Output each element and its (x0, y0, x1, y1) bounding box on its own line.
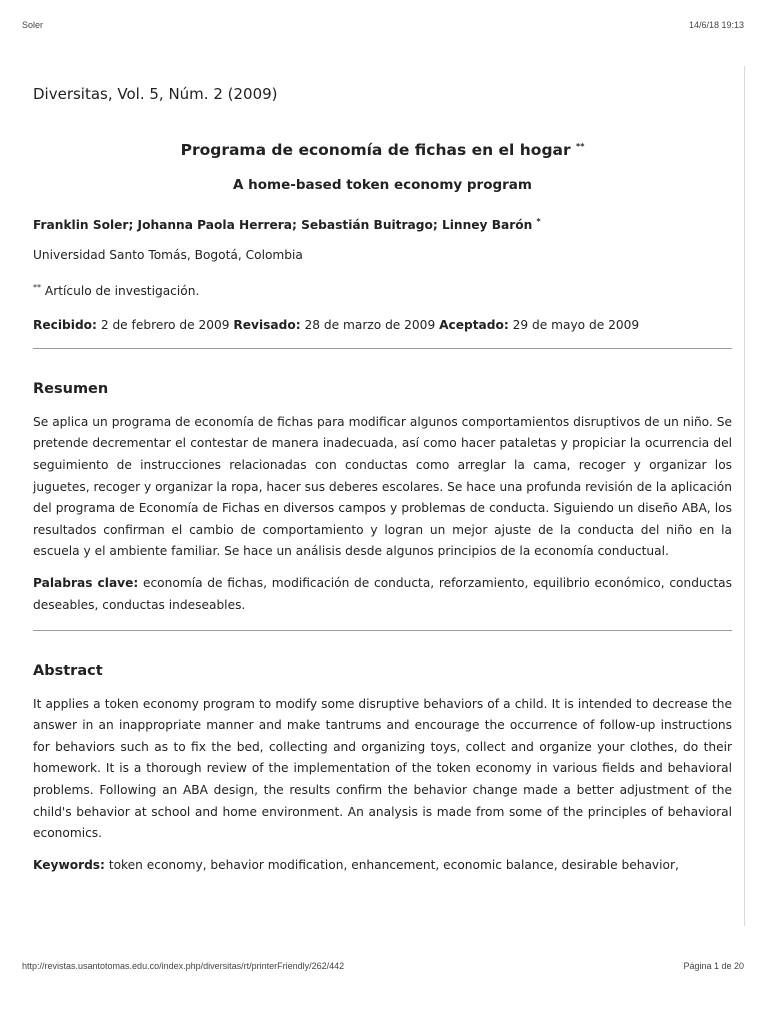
print-footer-page: Página 1 de 20 (683, 961, 744, 971)
revised-label: Revisado: (233, 317, 301, 332)
received-date: 2 de febrero de 2009 (100, 317, 230, 332)
accepted-date: 29 de mayo de 2009 (512, 317, 640, 332)
section-divider (33, 630, 732, 631)
received-label: Recibido: (33, 317, 97, 332)
print-footer (22, 961, 744, 971)
title-footnote-mark: ** (576, 141, 585, 151)
abstract-heading: Abstract (33, 663, 103, 680)
article-type-note (33, 281, 732, 303)
article-subtitle: A home-based token economy program (233, 177, 532, 194)
resumen-keywords-label: Palabras clave: (33, 575, 139, 590)
revised-date: 28 de marzo de 2009 (304, 317, 436, 332)
article-type-text: Artículo de investigación. (44, 283, 200, 298)
article-title-text: Programa de economía de fichas en el hogar (180, 140, 571, 159)
abstract-keywords-text: token economy, behavior modification, enhancement, economic balance, desirable behavior, (108, 857, 679, 872)
resumen-heading: Resumen (33, 381, 109, 398)
abstract-text: It applies a token economy program to modify some disruptive behaviors of a child. It is intended to decrease the answer in an inappropriate manner and make tantrums and encourage the occurrence of follow-up instructions for behaviors such as to fix the bed, collecting and organizing toys, collect and organize your clothes, do their homework. It is a thorough review of the implementation of the token economy in various fields and behavioral problems. Following an ABA design, the results confirm the behavior change made a better adjustment of the child's behavior at school and home environment. An analysis is made from some of the principles of behavioral economics. (33, 696, 732, 841)
resumen-keywords (33, 573, 732, 616)
article-authors (33, 215, 732, 237)
print-header (22, 20, 744, 30)
accepted-label: Aceptado: (439, 317, 509, 332)
abstract-keywords-label: Keywords: (33, 857, 105, 872)
resumen-text: Se aplica un programa de economía de fichas para modificar algunos comportamientos disruptivos de un niño. Se pretende decrementar el contestar de manera inadecuada, así como hacer pataletas y propiciar la ocurrencia del seguimiento de instrucciones relacionadas con conductas como arreglar la cama, recoger y organizar los juguetes, recoger y organizar la ropa, hacer sus deberes escolares. Se hace una profunda revisión de la aplicación del programa de Economía de Fichas en diversos campos y problemas de conducta. Siguiendo un diseño ABA, los resultados confirman el cambio de comportamiento y logran un mejor ajuste de la conducta del niño en la escuela y el ambiente familiar. Se hace un análisis desde algunos principios de la economía conductual. (33, 414, 732, 559)
authors-text: Franklin Soler; Johanna Paola Herrera; Sebastián Buitrago; Linney Barón (33, 217, 533, 232)
page-edge-divider (744, 66, 745, 926)
article-dates (33, 315, 732, 337)
section-divider (33, 348, 732, 349)
print-header-timestamp: 14/6/18 19:13 (688, 20, 744, 30)
article-type-mark: ** (33, 282, 41, 292)
abstract-keywords (33, 855, 732, 877)
article-content (33, 84, 732, 886)
author-affiliation: Universidad Santo Tomás, Bogotá, Colombia (33, 248, 303, 263)
authors-footnote-mark: * (536, 216, 541, 226)
article-title (33, 140, 732, 162)
print-header-title: Soler (22, 20, 44, 30)
resumen-keywords-text: economía de fichas, modificación de conducta, reforzamiento, equilibrio económico, conductas deseables, conductas indeseables. (33, 575, 732, 612)
print-footer-url: http://revistas.usantotomas.edu.co/index.php/diversitas/rt/printerFriendly/262/442 (22, 961, 345, 971)
journal-citation: Diversitas, Vol. 5, Núm. 2 (2009) (33, 85, 278, 103)
